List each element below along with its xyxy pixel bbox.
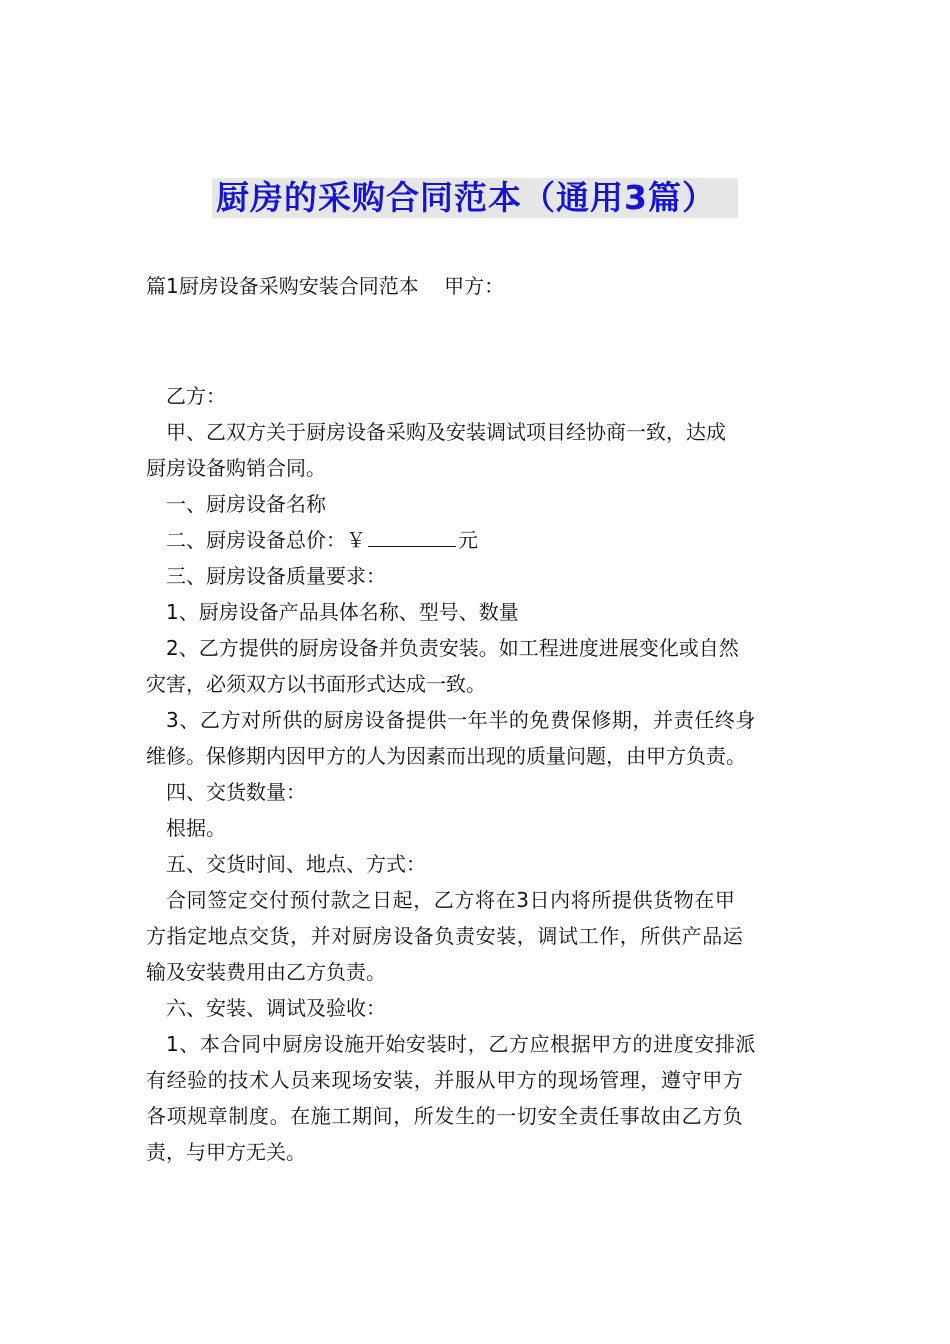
section-quality-requirements: 三、厨房设备质量要求：	[166, 564, 386, 588]
section-equipment-name: 一、厨房设备名称	[166, 492, 326, 516]
section-total-price	[146, 522, 810, 558]
section-delivery-time-place: 五、交货时间、地点、方式：	[166, 852, 426, 876]
total-price-unit: 元	[458, 528, 478, 552]
installation-item-1-line3: 各项规章制度。在施工期间，所发生的一切安全责任事故由乙方负	[146, 1104, 744, 1128]
contract-body	[146, 378, 810, 1170]
quality-item-1: 1、厨房设备产品具体名称、型号、数量	[166, 600, 519, 624]
section-delivery-quantity: 四、交货数量：	[166, 780, 306, 804]
intro-block	[146, 268, 810, 304]
quality-item-3-line2: 维修。保修期内因甲方的人为因素而出现的质量问题，由甲方负责。	[146, 744, 746, 768]
paragraph-party-b: 乙方：	[166, 384, 226, 408]
delivery-terms-line2: 方指定地点交货，并对厨房设备负责安装，调试工作，所供产品运	[146, 924, 744, 948]
delivery-terms-line3: 输及安装费用由乙方负责。	[146, 960, 386, 984]
delivery-quantity-basis: 根据。	[166, 816, 226, 840]
intro-line: 篇1厨房设备采购安装合同范本 甲方：	[146, 274, 505, 298]
total-price-label: 二、厨房设备总价：￥	[166, 528, 366, 552]
quality-item-3-line1: 3、乙方对所供的厨房设备提供一年半的免费保修期，并责任终身	[166, 708, 757, 732]
installation-item-1-line2: 有经验的技术人员来现场安装，并服从甲方的现场管理，遵守甲方	[146, 1068, 744, 1092]
title-wrap	[0, 178, 950, 218]
quality-item-2-line1: 2、乙方提供的厨房设备并负责安装。如工程进度进展变化或自然	[166, 636, 739, 660]
paragraph-agreement-line2: 厨房设备购销合同。	[146, 456, 326, 480]
installation-item-1-line1: 1、本合同中厨房设施开始安装时，乙方应根据甲方的进度安排派	[166, 1032, 757, 1056]
section-installation-acceptance: 六、安装、调试及验收：	[166, 996, 386, 1020]
delivery-terms-line1: 合同签定交付预付款之日起，乙方将在3日内将所提供货物在甲	[166, 888, 736, 912]
paragraph-agreement-line1: 甲、乙双方关于厨房设备采购及安装调试项目经协商一致，达成	[166, 420, 726, 444]
quality-item-2-line2: 灾害，必须双方以书面形式达成一致。	[146, 672, 486, 696]
installation-item-1-line4: 责，与甲方无关。	[146, 1140, 306, 1164]
document-title: 厨房的采购合同范本（通用3篇）	[212, 178, 738, 218]
total-price-blank	[368, 526, 456, 547]
